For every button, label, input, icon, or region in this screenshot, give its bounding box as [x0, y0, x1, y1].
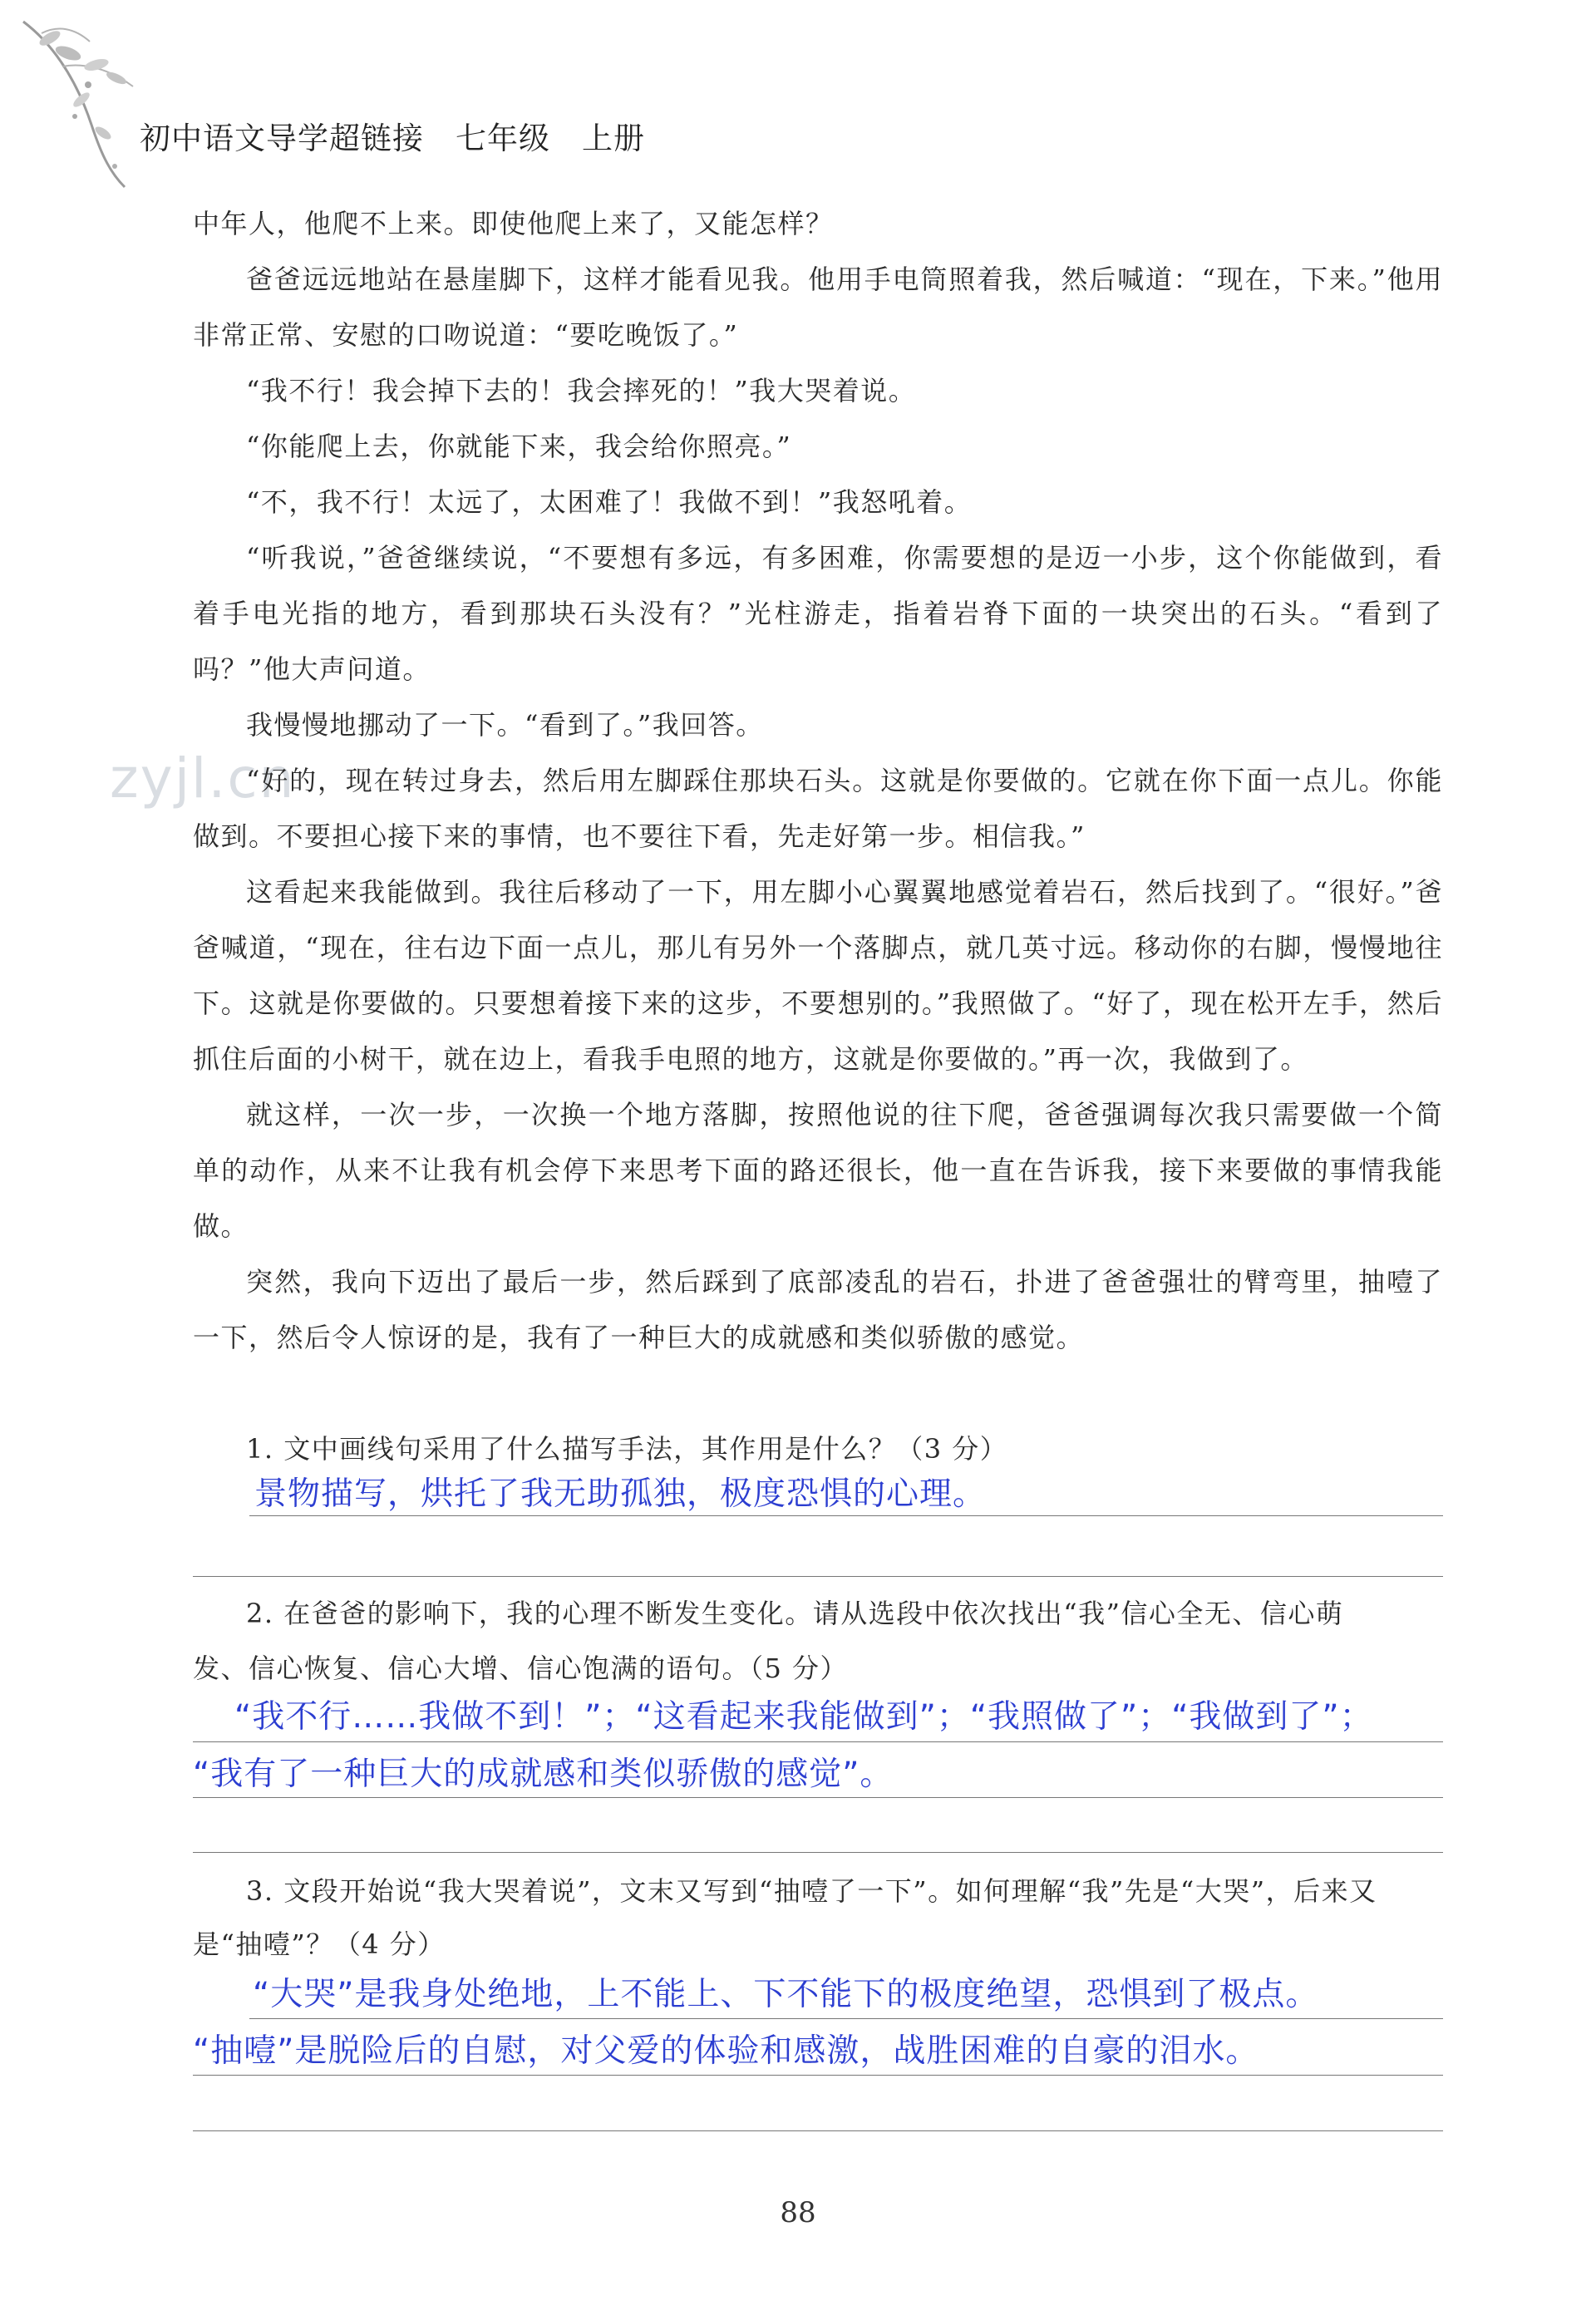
answer-line	[193, 1797, 1443, 1798]
answer-line	[193, 1852, 1443, 1853]
answer-line	[193, 2075, 1443, 2076]
page-number: 88	[780, 2196, 816, 2229]
question-2-prompt: 2. 在爸爸的影响下，我的心理不断发生变化。请从选段中依次找出“我”信心全无、信心萌	[246, 1598, 1344, 1629]
question-2-prompt-cont: 发、信心恢复、信心大增、信心饱满的语句。（5 分）	[193, 1653, 849, 1684]
passage-paragraph: 中年人，他爬不上来。即使他爬上来了，又能怎样？	[193, 208, 834, 239]
passage-paragraph: 爸爸远远地站在悬崖脚下，这样才能看见我。他用手电筒照着我，然后喊道：“现在，下来。”他用非常正常、安慰的口吻说道：“要吃晚饭了。”	[193, 264, 1443, 351]
site-watermark: zyjl.cn	[110, 746, 296, 810]
reading-passage	[193, 196, 1443, 1366]
passage-paragraph: 我慢慢地挪动了一下。“看到了。”我回答。	[246, 709, 764, 741]
answer-line	[193, 1741, 1443, 1742]
answer-line	[249, 2018, 1443, 2019]
passage-paragraph: 这看起来我能做到。我往后移动了一下，用左脚小心翼翼地感觉着岩石，然后找到了。“很好。”爸爸喊道，“现在，往右边下面一点儿，那儿有另外一个落脚点，就几英寸远。移动你的右脚，慢慢地往下。这就是你要做的。只要想着接下来的这步，不要想别的。”我照做了。“好了，现在松开左手，然后抓住后面的小树干，就在边上，看我手电照的地方，这就是你要做的。”再一次，我做到了。	[193, 876, 1443, 1075]
passage-paragraph: “好的，现在转过身去，然后用左脚踩住那块石头。这就是你要做的。它就在你下面一点儿。你能做到。不要担心接下来的事情，也不要往下看，先走好第一步。相信我。”	[193, 765, 1443, 852]
passage-paragraph: 突然，我向下迈出了最后一步，然后踩到了底部凌乱的岩石，扑进了爸爸强壮的臂弯里，抽噎了一下，然后令人惊讶的是，我有了一种巨大的成就感和类似骄傲的感觉。	[193, 1266, 1443, 1353]
question-3-answer-cont: “抽噎”是脱险后的自慰，对父爱的体验和感激，战胜困难的自豪的泪水。	[193, 2032, 1259, 2070]
question-1-answer: 景物描写，烘托了我无助孤独，极度恐惧的心理。	[254, 1475, 987, 1513]
answer-line	[193, 1576, 1443, 1577]
question-2-answer: “我不行……我做不到！”；“这看起来我能做到”；“我照做了”；“我做到了”；	[234, 1698, 1373, 1736]
passage-paragraph: “不，我不行！太远了，太困难了！我做不到！”我怒吼着。	[246, 486, 973, 518]
question-3-prompt: 3. 文段开始说“我大哭着说”，文末又写到“抽噎了一下”。如何理解“我”先是“大哭”，后来又	[246, 1875, 1377, 1907]
question-1-prompt: 1. 文中画线句采用了什么描写手法，其作用是什么？（3 分）	[246, 1433, 1008, 1465]
answer-line	[249, 1515, 1443, 1516]
question-3-prompt-cont: 是“抽噎”？（4 分）	[193, 1928, 446, 1960]
passage-paragraph: “你能爬上去，你就能下来，我会给你照亮。”	[246, 431, 792, 462]
book-title: 初中语文导学超链接 七年级 上册	[140, 121, 645, 156]
question-3-answer: “大哭”是我身处绝地，上不能上、下不能下的极度绝望，恐惧到了极点。	[253, 1976, 1319, 2013]
passage-paragraph: 就这样，一次一步，一次换一个地方落脚，按照他说的往下爬，爸爸强调每次我只需要做一个简单的动作，从来不让我有机会停下来思考下面的路还很长，他一直在告诉我，接下来要做的事情我能做。	[193, 1099, 1443, 1242]
passage-paragraph: “我不行！我会掉下去的！我会摔死的！”我大哭着说。	[246, 375, 917, 406]
question-2-answer-cont: “我有了一种巨大的成就感和类似骄傲的感觉”。	[193, 1756, 894, 1793]
answer-line	[193, 2130, 1443, 2131]
ink-branch-decoration	[17, 17, 150, 191]
passage-paragraph: “听我说，”爸爸继续说，“不要想有多远，有多困难，你需要想的是迈一小步，这个你能做到，看着手电光指的地方，看到那块石头没有？”光柱游走，指着岩脊下面的一块突出的石头。“看到了吗？”他大声问道。	[193, 542, 1443, 685]
